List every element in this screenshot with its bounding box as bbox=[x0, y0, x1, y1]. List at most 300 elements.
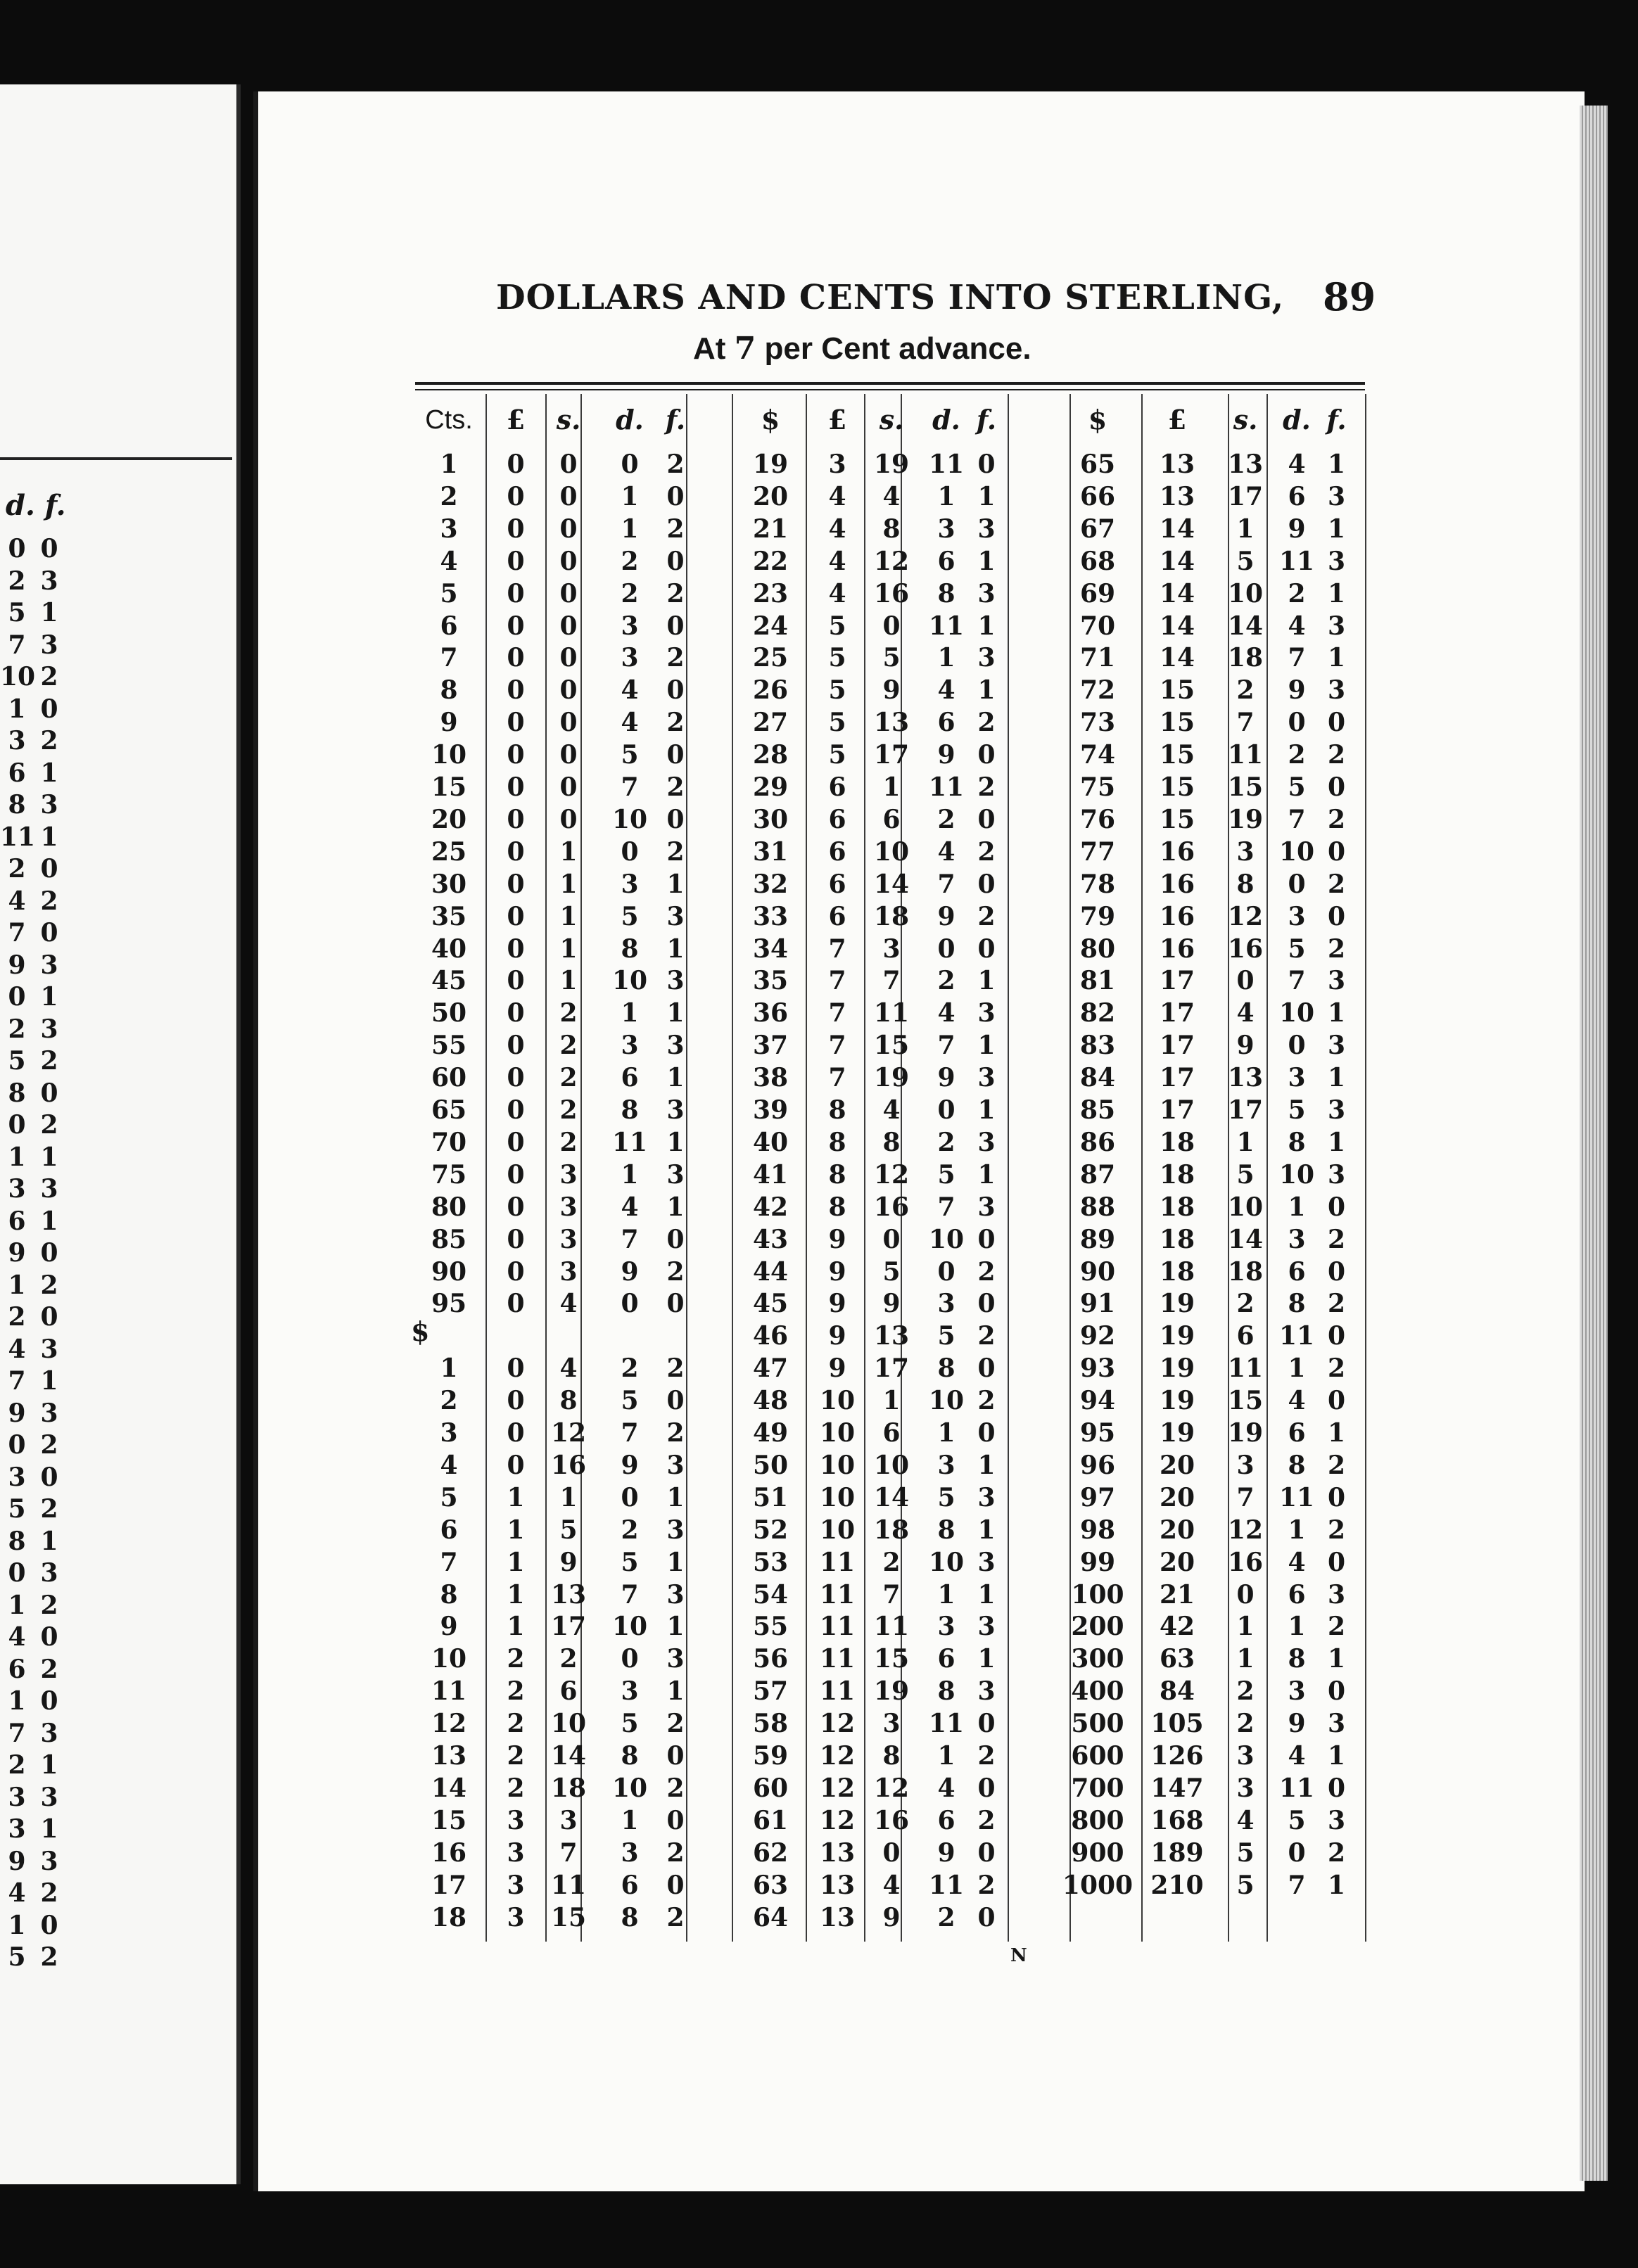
left-f-value: 3 bbox=[40, 1558, 58, 1588]
table-cell: 7 bbox=[1236, 1482, 1255, 1512]
table-cell: 37 bbox=[752, 1031, 789, 1061]
table-cell: 13 bbox=[1159, 450, 1195, 479]
table-cell: 19 bbox=[873, 450, 910, 479]
table-cell: 9 bbox=[828, 1289, 846, 1319]
table-cell: 2 bbox=[1236, 675, 1255, 706]
table-cell: 1 bbox=[1327, 1644, 1346, 1674]
table-cell: 4 bbox=[828, 481, 846, 511]
table-cell: 5 bbox=[828, 740, 846, 770]
table-cell: 0 bbox=[507, 1031, 525, 1061]
table-cell: 6 bbox=[882, 1418, 901, 1448]
left-f-value: 2 bbox=[40, 1110, 58, 1140]
table-cell: 500 bbox=[1071, 1709, 1124, 1739]
table-cell: 4 bbox=[828, 546, 846, 576]
table-cell: 7 bbox=[937, 1192, 956, 1222]
left-f-value: 3 bbox=[40, 790, 58, 820]
table-cell: 14 bbox=[1159, 514, 1195, 544]
table-cell: 87 bbox=[1079, 1159, 1116, 1190]
table-cell: 0 bbox=[977, 1353, 996, 1384]
table-cell: 126 bbox=[1150, 1741, 1204, 1771]
table-cell: 29 bbox=[752, 772, 789, 802]
table-cell: 2 bbox=[507, 1709, 525, 1739]
left-d-value: 2 bbox=[8, 854, 26, 884]
table-cell: 8 bbox=[440, 675, 458, 706]
left-f-value: 3 bbox=[40, 1334, 58, 1364]
left-page-row bbox=[0, 1109, 70, 1141]
table-cell: 10 bbox=[1278, 998, 1315, 1028]
left-d-value: 0 bbox=[8, 1110, 26, 1140]
column-header: s. bbox=[1233, 404, 1258, 435]
table-cell: 2 bbox=[1327, 1450, 1346, 1480]
table-cell: 19 bbox=[752, 450, 789, 479]
table-cell: 1 bbox=[1236, 1612, 1255, 1642]
table-cell: 14 bbox=[873, 1482, 910, 1512]
table-cell: 18 bbox=[1159, 1256, 1195, 1287]
table-cell: 4 bbox=[1288, 1386, 1306, 1416]
table-cell: 3 bbox=[977, 1612, 996, 1642]
table-cell: 1 bbox=[507, 1547, 525, 1577]
table-cell: 0 bbox=[507, 966, 525, 996]
table-cell: 10 bbox=[928, 1224, 965, 1254]
table-cell: 10 bbox=[819, 1482, 856, 1512]
table-cell: 2 bbox=[1327, 1515, 1346, 1545]
left-page-row bbox=[0, 789, 70, 821]
table-cell: 35 bbox=[752, 966, 789, 996]
table-cell: 2 bbox=[937, 804, 956, 834]
table-cell: 0 bbox=[1327, 1676, 1346, 1707]
table-cell: 0 bbox=[507, 901, 525, 931]
table-cell: 11 bbox=[928, 772, 965, 802]
table-cell: 61 bbox=[752, 1805, 789, 1835]
table-cell: 11 bbox=[928, 1709, 965, 1739]
table-cell: 0 bbox=[977, 1837, 996, 1868]
table-cell: 1 bbox=[1327, 1127, 1346, 1157]
left-f-value: 2 bbox=[40, 1878, 58, 1908]
table-cell: 2 bbox=[666, 1837, 685, 1868]
table-cell: 11 bbox=[819, 1612, 856, 1642]
left-f-value: 0 bbox=[40, 1686, 58, 1716]
table-cell: 100 bbox=[1071, 1579, 1124, 1610]
left-d-value: 0 bbox=[8, 1558, 26, 1588]
table-cell: 1 bbox=[507, 1612, 525, 1642]
table-cell: 10 bbox=[431, 740, 467, 770]
left-page-row bbox=[0, 981, 70, 1013]
table-cell: 3 bbox=[977, 1547, 996, 1577]
left-d-value: 4 bbox=[8, 1878, 26, 1908]
table-cell: 88 bbox=[1079, 1192, 1116, 1222]
table-cell: 0 bbox=[507, 1418, 525, 1448]
table-cell: 1000 bbox=[1062, 1870, 1134, 1900]
left-d-value: 5 bbox=[8, 1942, 26, 1972]
left-d-value: 3 bbox=[8, 1814, 26, 1844]
table-cell: 3 bbox=[977, 1482, 996, 1512]
left-d-value: 6 bbox=[8, 758, 26, 788]
table-cell: 0 bbox=[937, 1095, 956, 1125]
left-page-row bbox=[0, 1045, 70, 1077]
table-cell: 52 bbox=[752, 1515, 789, 1545]
table-cell: 1 bbox=[559, 869, 578, 899]
table-cell: 1 bbox=[621, 1159, 639, 1190]
table-cell: 17 bbox=[550, 1612, 587, 1642]
table-cell: 0 bbox=[507, 804, 525, 834]
table-cell: 70 bbox=[431, 1127, 467, 1157]
table-cell: 7 bbox=[882, 1579, 901, 1610]
left-f-value: 3 bbox=[40, 1782, 58, 1812]
table-cell: 3 bbox=[977, 514, 996, 544]
table-cell: 1 bbox=[666, 1676, 685, 1707]
left-page bbox=[0, 84, 241, 2184]
table-cell: 91 bbox=[1079, 1289, 1116, 1319]
table-cell: 6 bbox=[937, 1644, 956, 1674]
table-cell: 18 bbox=[1159, 1192, 1195, 1222]
left-page-row bbox=[0, 693, 70, 725]
left-page-row bbox=[0, 1173, 70, 1205]
left-page-row bbox=[0, 1397, 70, 1429]
table-cell: 12 bbox=[819, 1741, 856, 1771]
table-cell: 3 bbox=[977, 1676, 996, 1707]
table-cell: 14 bbox=[431, 1773, 467, 1803]
table-cell: 18 bbox=[1159, 1159, 1195, 1190]
table-cell: 38 bbox=[752, 1063, 789, 1093]
table-cell: 6 bbox=[882, 804, 901, 834]
table-cell: 85 bbox=[431, 1224, 467, 1254]
table-cell: 2 bbox=[666, 578, 685, 609]
table-cell: 5 bbox=[1236, 1837, 1255, 1868]
left-page-row bbox=[0, 821, 70, 853]
table-cell: 0 bbox=[882, 1837, 901, 1868]
table-cell: 2 bbox=[1327, 740, 1346, 770]
table-cell: 2 bbox=[937, 1127, 956, 1157]
table-cell: 8 bbox=[1288, 1289, 1306, 1319]
table-cell: 2 bbox=[507, 1741, 525, 1771]
table-cell: 34 bbox=[752, 934, 789, 964]
table-cell: 3 bbox=[937, 1612, 956, 1642]
left-f-value: 2 bbox=[40, 886, 58, 916]
table-cell: 2 bbox=[666, 643, 685, 673]
table-cell: 5 bbox=[1288, 772, 1306, 802]
table-cell: 0 bbox=[621, 450, 639, 479]
table-cell: 62 bbox=[752, 1837, 789, 1868]
table-cell: 15 bbox=[873, 1644, 910, 1674]
left-page-row bbox=[0, 661, 70, 693]
table-cell: 11 bbox=[873, 998, 910, 1028]
table-cell: 10 bbox=[873, 1450, 910, 1480]
table-cell: 3 bbox=[621, 1676, 639, 1707]
table-cell bbox=[488, 1320, 544, 1352]
table-cell: 26 bbox=[752, 675, 789, 706]
table-cell: 3 bbox=[666, 1450, 685, 1480]
table-cell: 0 bbox=[977, 1224, 996, 1254]
table-cell: 11 bbox=[873, 1612, 910, 1642]
table-cell: 5 bbox=[440, 578, 458, 609]
table-cell: 3 bbox=[1327, 1579, 1346, 1610]
table-cell: 10 bbox=[611, 966, 648, 996]
table-cell: 0 bbox=[621, 1289, 639, 1319]
table-cell: 1 bbox=[559, 934, 578, 964]
column-header: $ bbox=[761, 404, 780, 435]
table-cell: 0 bbox=[507, 675, 525, 706]
left-f-value: 3 bbox=[40, 1174, 58, 1204]
table-cell: 8 bbox=[621, 934, 639, 964]
table-cell: 58 bbox=[752, 1709, 789, 1739]
table-cell: 5 bbox=[828, 611, 846, 641]
left-f-value: 2 bbox=[40, 1654, 58, 1684]
table-cell: 9 bbox=[440, 1612, 458, 1642]
table-cell: 66 bbox=[1079, 481, 1116, 511]
left-d-value: 1 bbox=[8, 1686, 26, 1716]
table-cell: 0 bbox=[977, 740, 996, 770]
table-cell: 1 bbox=[666, 1612, 685, 1642]
table-cell: 7 bbox=[621, 1224, 639, 1254]
left-f-value: 0 bbox=[40, 1078, 58, 1108]
table-cell: 9 bbox=[1288, 1709, 1306, 1739]
table-cell: 4 bbox=[440, 1450, 458, 1480]
table-cell: 10 bbox=[928, 1386, 965, 1416]
table-cell: 0 bbox=[507, 1450, 525, 1480]
left-page-row bbox=[0, 1557, 70, 1589]
table-cell: 84 bbox=[1159, 1676, 1195, 1707]
table-cell: 1 bbox=[1288, 1353, 1306, 1384]
table-column-rule bbox=[806, 394, 807, 1942]
table-cell: 1 bbox=[1327, 1870, 1346, 1900]
table-cell: 1 bbox=[977, 1031, 996, 1061]
table-cell: 0 bbox=[1327, 1386, 1346, 1416]
left-page-row bbox=[0, 725, 70, 757]
table-cell: 14 bbox=[1159, 578, 1195, 609]
table-cell: 16 bbox=[1159, 934, 1195, 964]
table-cell: 4 bbox=[882, 481, 901, 511]
table-cell: 15 bbox=[873, 1031, 910, 1061]
left-f-value: 1 bbox=[40, 1750, 58, 1780]
table-cell: 6 bbox=[440, 1515, 458, 1545]
table-cell: 3 bbox=[1327, 966, 1346, 996]
table-cell: 5 bbox=[1288, 1095, 1306, 1125]
table-cell: 1 bbox=[666, 998, 685, 1028]
table-cell: 50 bbox=[431, 998, 467, 1028]
table-cell: 32 bbox=[752, 869, 789, 899]
left-d-value: 3 bbox=[8, 1462, 26, 1492]
table-cell: 1 bbox=[977, 966, 996, 996]
left-d-value: 1 bbox=[8, 1910, 26, 1940]
table-cell: 8 bbox=[882, 1741, 901, 1771]
left-d-value: 4 bbox=[8, 1622, 26, 1652]
subtitle-rate: 7 bbox=[734, 331, 756, 367]
table-cell: 55 bbox=[752, 1612, 789, 1642]
subtitle-prefix: At bbox=[693, 331, 726, 366]
table-column-rule bbox=[545, 394, 547, 1942]
table-cell: 16 bbox=[1159, 836, 1195, 867]
table-cell: 11 bbox=[611, 1127, 648, 1157]
table-cell: 12 bbox=[873, 546, 910, 576]
table-cell: 3 bbox=[937, 1450, 956, 1480]
subtitle-suffix: per Cent advance. bbox=[764, 331, 1031, 366]
table-cell: 0 bbox=[507, 1095, 525, 1125]
table-cell: 4 bbox=[1288, 1741, 1306, 1771]
left-page-row bbox=[0, 1493, 70, 1525]
table-cell: 7 bbox=[828, 966, 846, 996]
table-cell: 9 bbox=[882, 675, 901, 706]
table-cell: 2 bbox=[937, 966, 956, 996]
table-cell: 8 bbox=[440, 1579, 458, 1610]
table-cell: 4 bbox=[828, 578, 846, 609]
table-column-rule bbox=[1141, 394, 1143, 1942]
table-cell: 5 bbox=[621, 740, 639, 770]
table-cell: 9 bbox=[828, 1256, 846, 1287]
left-d-value: 3 bbox=[8, 1782, 26, 1812]
table-cell: 8 bbox=[937, 578, 956, 609]
table-cell: 9 bbox=[882, 1902, 901, 1932]
table-cell: 63 bbox=[752, 1870, 789, 1900]
table-cell: 5 bbox=[1288, 934, 1306, 964]
table-cell: 9 bbox=[937, 901, 956, 931]
table-cell: 65 bbox=[1079, 450, 1116, 479]
left-page-row bbox=[0, 533, 70, 565]
table-cell: 99 bbox=[1079, 1547, 1116, 1577]
table-cell bbox=[547, 1320, 590, 1352]
table-cell: 3 bbox=[666, 1515, 685, 1545]
column-header: $ bbox=[1088, 404, 1107, 435]
table-cell: 3 bbox=[1327, 546, 1346, 576]
table-cell: 5 bbox=[559, 1515, 578, 1545]
table-cell: 11 bbox=[1278, 1773, 1315, 1803]
column-header: s. bbox=[556, 404, 581, 435]
table-cell: 48 bbox=[752, 1386, 789, 1416]
table-cell: 1 bbox=[440, 1353, 458, 1384]
table-cell: 3 bbox=[1327, 481, 1346, 511]
table-cell: 7 bbox=[1236, 708, 1255, 738]
left-f-value: 1 bbox=[40, 1142, 58, 1172]
table-cell: 1 bbox=[1236, 1127, 1255, 1157]
table-cell: 4 bbox=[621, 708, 639, 738]
table-cell: 1 bbox=[559, 1482, 578, 1512]
table-cell: 11 bbox=[1278, 546, 1315, 576]
table-cell: 40 bbox=[752, 1127, 789, 1157]
table-cell: 12 bbox=[431, 1709, 467, 1739]
table-cell: 0 bbox=[507, 708, 525, 738]
left-page-row bbox=[0, 1845, 70, 1878]
table-cell: 0 bbox=[507, 934, 525, 964]
table-cell: 21 bbox=[1159, 1579, 1195, 1610]
table-cell: 3 bbox=[1327, 1031, 1346, 1061]
column-header: £ bbox=[506, 404, 526, 435]
table-cell: 11 bbox=[550, 1870, 587, 1900]
table-cell: 105 bbox=[1150, 1709, 1204, 1739]
table-cell: 8 bbox=[621, 1902, 639, 1932]
table-cell: 0 bbox=[1327, 1482, 1346, 1512]
table-cell: 9 bbox=[828, 1224, 846, 1254]
left-page-row bbox=[0, 1621, 70, 1653]
table-cell: 9 bbox=[440, 708, 458, 738]
table-cell: 0 bbox=[1327, 1192, 1346, 1222]
left-d-value: 6 bbox=[8, 1206, 26, 1236]
table-cell: 8 bbox=[621, 1095, 639, 1125]
table-cell: 81 bbox=[1079, 966, 1116, 996]
table-cell: 1 bbox=[977, 1644, 996, 1674]
table-cell: 50 bbox=[752, 1450, 789, 1480]
table-cell: 98 bbox=[1079, 1515, 1116, 1545]
table-cell: 0 bbox=[1327, 708, 1346, 738]
left-d-value: 7 bbox=[8, 1366, 26, 1396]
table-cell: 10 bbox=[1227, 578, 1264, 609]
table-cell: 0 bbox=[1327, 1773, 1346, 1803]
table-cell: 60 bbox=[431, 1063, 467, 1093]
table-cell: 17 bbox=[431, 1870, 467, 1900]
table-cell: 2 bbox=[882, 1547, 901, 1577]
table-cell: 8 bbox=[1236, 869, 1255, 899]
table-cell: 0 bbox=[559, 772, 578, 802]
table-cell: 2 bbox=[977, 772, 996, 802]
column-header: d. bbox=[932, 404, 960, 435]
table-cell: 1 bbox=[977, 1095, 996, 1125]
table-cell: 0 bbox=[559, 611, 578, 641]
table-cell: 2 bbox=[666, 1418, 685, 1448]
table-cell: 49 bbox=[752, 1418, 789, 1448]
table-cell: 7 bbox=[1288, 804, 1306, 834]
table-cell: 2 bbox=[1236, 1289, 1255, 1319]
left-d-value: 0 bbox=[8, 1430, 26, 1460]
table-cell: 56 bbox=[752, 1644, 789, 1674]
left-d-value: 7 bbox=[8, 630, 26, 660]
table-cell: 11 bbox=[819, 1547, 856, 1577]
table-cell: 4 bbox=[937, 836, 956, 867]
left-f-value: 2 bbox=[40, 726, 58, 756]
table-cell: 84 bbox=[1079, 1063, 1116, 1093]
table-cell: 10 bbox=[819, 1418, 856, 1448]
table-cell: 1 bbox=[666, 1482, 685, 1512]
table-cell: 18 bbox=[873, 1515, 910, 1545]
table-cell: 11 bbox=[928, 611, 965, 641]
left-page-row bbox=[0, 1653, 70, 1686]
table-cell: 95 bbox=[431, 1289, 467, 1319]
table-cell: 2 bbox=[621, 1353, 639, 1384]
table-cell: 1 bbox=[559, 966, 578, 996]
table-cell: 16 bbox=[1159, 901, 1195, 931]
table-cell: 2 bbox=[666, 450, 685, 479]
table-cell: 15 bbox=[431, 772, 467, 802]
left-page-row bbox=[0, 757, 70, 789]
left-d-value: 5 bbox=[8, 1046, 26, 1076]
page-title: DOLLARS AND CENTS INTO STERLING, bbox=[496, 278, 1285, 317]
left-page-row bbox=[0, 1365, 70, 1397]
left-page-row bbox=[0, 1589, 70, 1622]
table-cell: 14 bbox=[1227, 611, 1264, 641]
table-cell: 7 bbox=[559, 1837, 578, 1868]
table-cell: 0 bbox=[507, 1386, 525, 1416]
table-cell: 5 bbox=[621, 1386, 639, 1416]
table-cell: 3 bbox=[440, 514, 458, 544]
table-cell: 18 bbox=[873, 901, 910, 931]
table-cell: 200 bbox=[1071, 1612, 1124, 1642]
table-cell: 4 bbox=[882, 1870, 901, 1900]
table-cell: 14 bbox=[873, 869, 910, 899]
table-cell: 1 bbox=[1327, 578, 1346, 609]
table-cell: 92 bbox=[1079, 1321, 1116, 1351]
table-cell: 11 bbox=[819, 1644, 856, 1674]
table-cell: 9 bbox=[937, 740, 956, 770]
left-f-value: 1 bbox=[40, 982, 58, 1012]
table-cell: 3 bbox=[621, 643, 639, 673]
table-cell: 80 bbox=[1079, 934, 1116, 964]
table-cell: 0 bbox=[559, 578, 578, 609]
table-cell: 30 bbox=[431, 869, 467, 899]
table-cell: 46 bbox=[752, 1321, 789, 1351]
table-cell: 2 bbox=[977, 836, 996, 867]
table-cell: 6 bbox=[440, 611, 458, 641]
table-cell: 68 bbox=[1079, 546, 1116, 576]
left-f-value: 1 bbox=[40, 598, 58, 627]
table-cell: 0 bbox=[507, 1256, 525, 1287]
table-cell: 1 bbox=[621, 481, 639, 511]
